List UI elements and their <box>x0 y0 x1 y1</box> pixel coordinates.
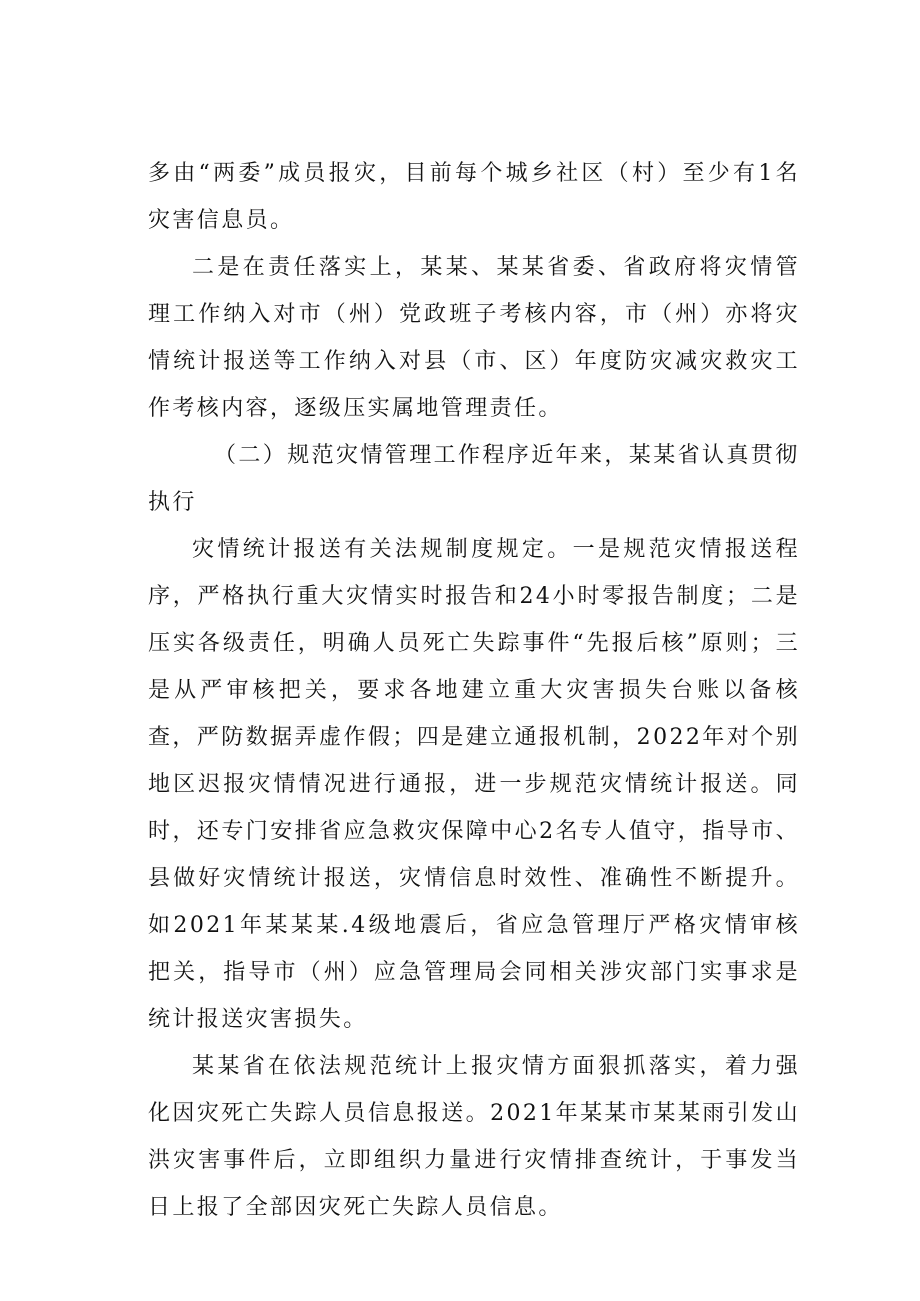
paragraph-procedures: 灾情统计报送有关法规制度规定。一是规范灾情报送程序，严格执行重大灾情实时报告和24小时零报告制度；二是压实各级责任，明确人员死亡失踪事件“先报后核”原则；三是从严审核把关，要求各地建立重大灾害损失台账以备核查，严防数据弄虚作假；四是建立通报机制，2022年对个别地区迟报灾情情况进行通报，进一步规范灾情统计报送。同时，还专门安排省应急救灾保障中心2名专人值守，指导市、县做好灾情统计报送，灾情信息时效性、准确性不断提升。如2021年某某某.4级地震后，省应急管理厅严格灾情审核把关，指导市（州）应急管理局会同相关涉灾部门实事求是统计报送灾害损失。 <box>148 537 800 1032</box>
section-heading: （二）规范灾情管理工作程序近年来，某某省认真贯彻执行 <box>148 443 800 515</box>
paragraph-continuation: 多由“两委”成员报灾，目前每个城乡社区（村）至少有1名灾害信息员。 <box>148 161 800 233</box>
paragraph-implementation: 某某省在依法规范统计上报灾情方面狠抓落实，着力强化因灾死亡失踪人员信息报送。2021年某某市某某雨引发山洪灾害事件后，立即组织力量进行灾情排查统计，于事发当日上报了全部因灾死亡失踪人员信息。 <box>148 1054 800 1220</box>
document-body <box>148 150 800 1231</box>
paragraph-responsibility: 二是在责任落实上，某某、某某省委、省政府将灾情管理工作纳入对市（州）党政班子考核内容，市（州）亦将灾情统计报送等工作纳入对县（市、区）年度防灾减灾救灾工作考核内容，逐级压实属地管理责任。 <box>148 255 800 421</box>
